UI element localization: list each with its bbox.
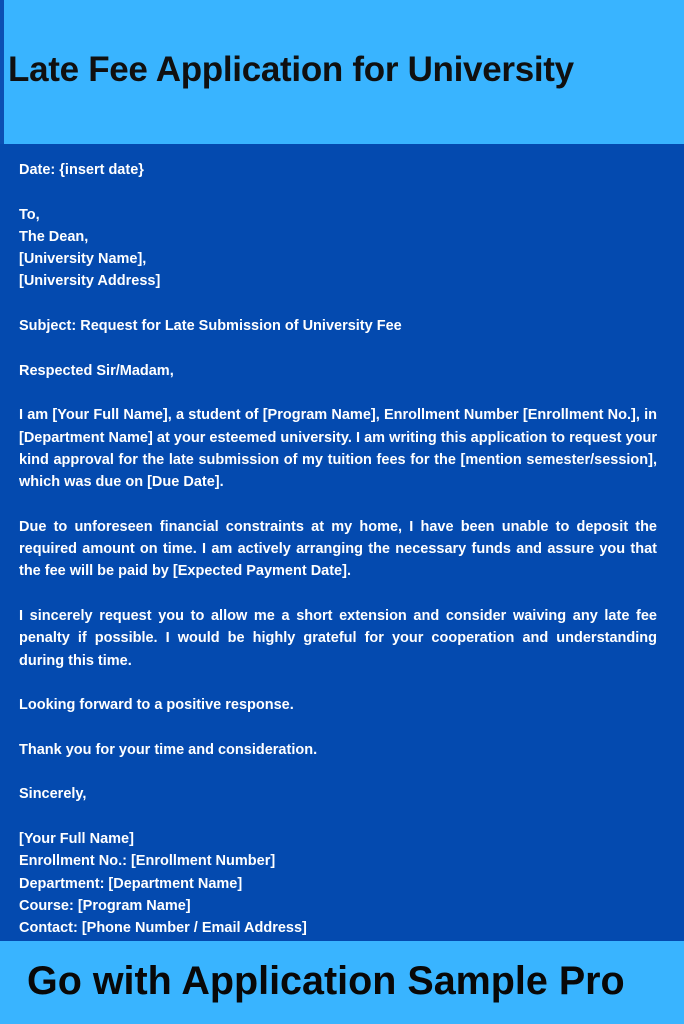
signature-line: Enrollment No.: [Enrollment Number] bbox=[19, 853, 276, 870]
letter-subject: Subject: Request for Late Submission of University Fee bbox=[19, 318, 402, 335]
footer-banner bbox=[0, 941, 684, 1024]
body-paragraph: I am [Your Full Name], a student of [Program Name], Enrollment Number [Enrollment No.], in [Department Name] at your esteemed university. I am writing this application to request your kind approval for the late submission of my tuition fees for the [mention semester/session], which was due on [Due Date]. bbox=[19, 407, 657, 491]
recipient-block bbox=[19, 204, 657, 293]
recipient-line: The Dean, bbox=[19, 228, 89, 245]
signature-line: [Your Full Name] bbox=[19, 830, 134, 847]
signature-block bbox=[19, 828, 657, 939]
recipient-line: [University Address] bbox=[19, 273, 161, 290]
body-paragraph: Due to unforeseen financial constraints at my home, I have been unable to deposit the required amount on time. I am actively arranging the necessary funds and assure you that the fee will be paid by [Expected Payment Date]. bbox=[19, 518, 657, 580]
body-paragraph: Thank you for your time and consideration. bbox=[19, 741, 318, 758]
signature-line: Contact: [Phone Number / Email Address] bbox=[19, 920, 307, 937]
letter-closing: Sincerely, bbox=[19, 786, 87, 803]
footer-brand-text: Go with Application Sample Pro bbox=[27, 959, 625, 1003]
letter-salutation: Respected Sir/Madam, bbox=[19, 362, 174, 379]
signature-line: Department: [Department Name] bbox=[19, 875, 243, 892]
header-banner bbox=[0, 0, 684, 144]
signature-line: Course: [Program Name] bbox=[19, 897, 191, 914]
page-title: Late Fee Application for University bbox=[8, 50, 574, 89]
recipient-line: [University Name], bbox=[19, 251, 147, 268]
letter-date: Date: {insert date} bbox=[19, 162, 144, 178]
recipient-line: To, bbox=[19, 206, 40, 223]
body-paragraph: Looking forward to a positive response. bbox=[19, 697, 294, 714]
body-paragraph: I sincerely request you to allow me a short extension and consider waiving any late fee penalty if possible. I would be highly grateful for your cooperation and understanding during this time. bbox=[19, 607, 657, 669]
letter-body bbox=[0, 144, 684, 941]
